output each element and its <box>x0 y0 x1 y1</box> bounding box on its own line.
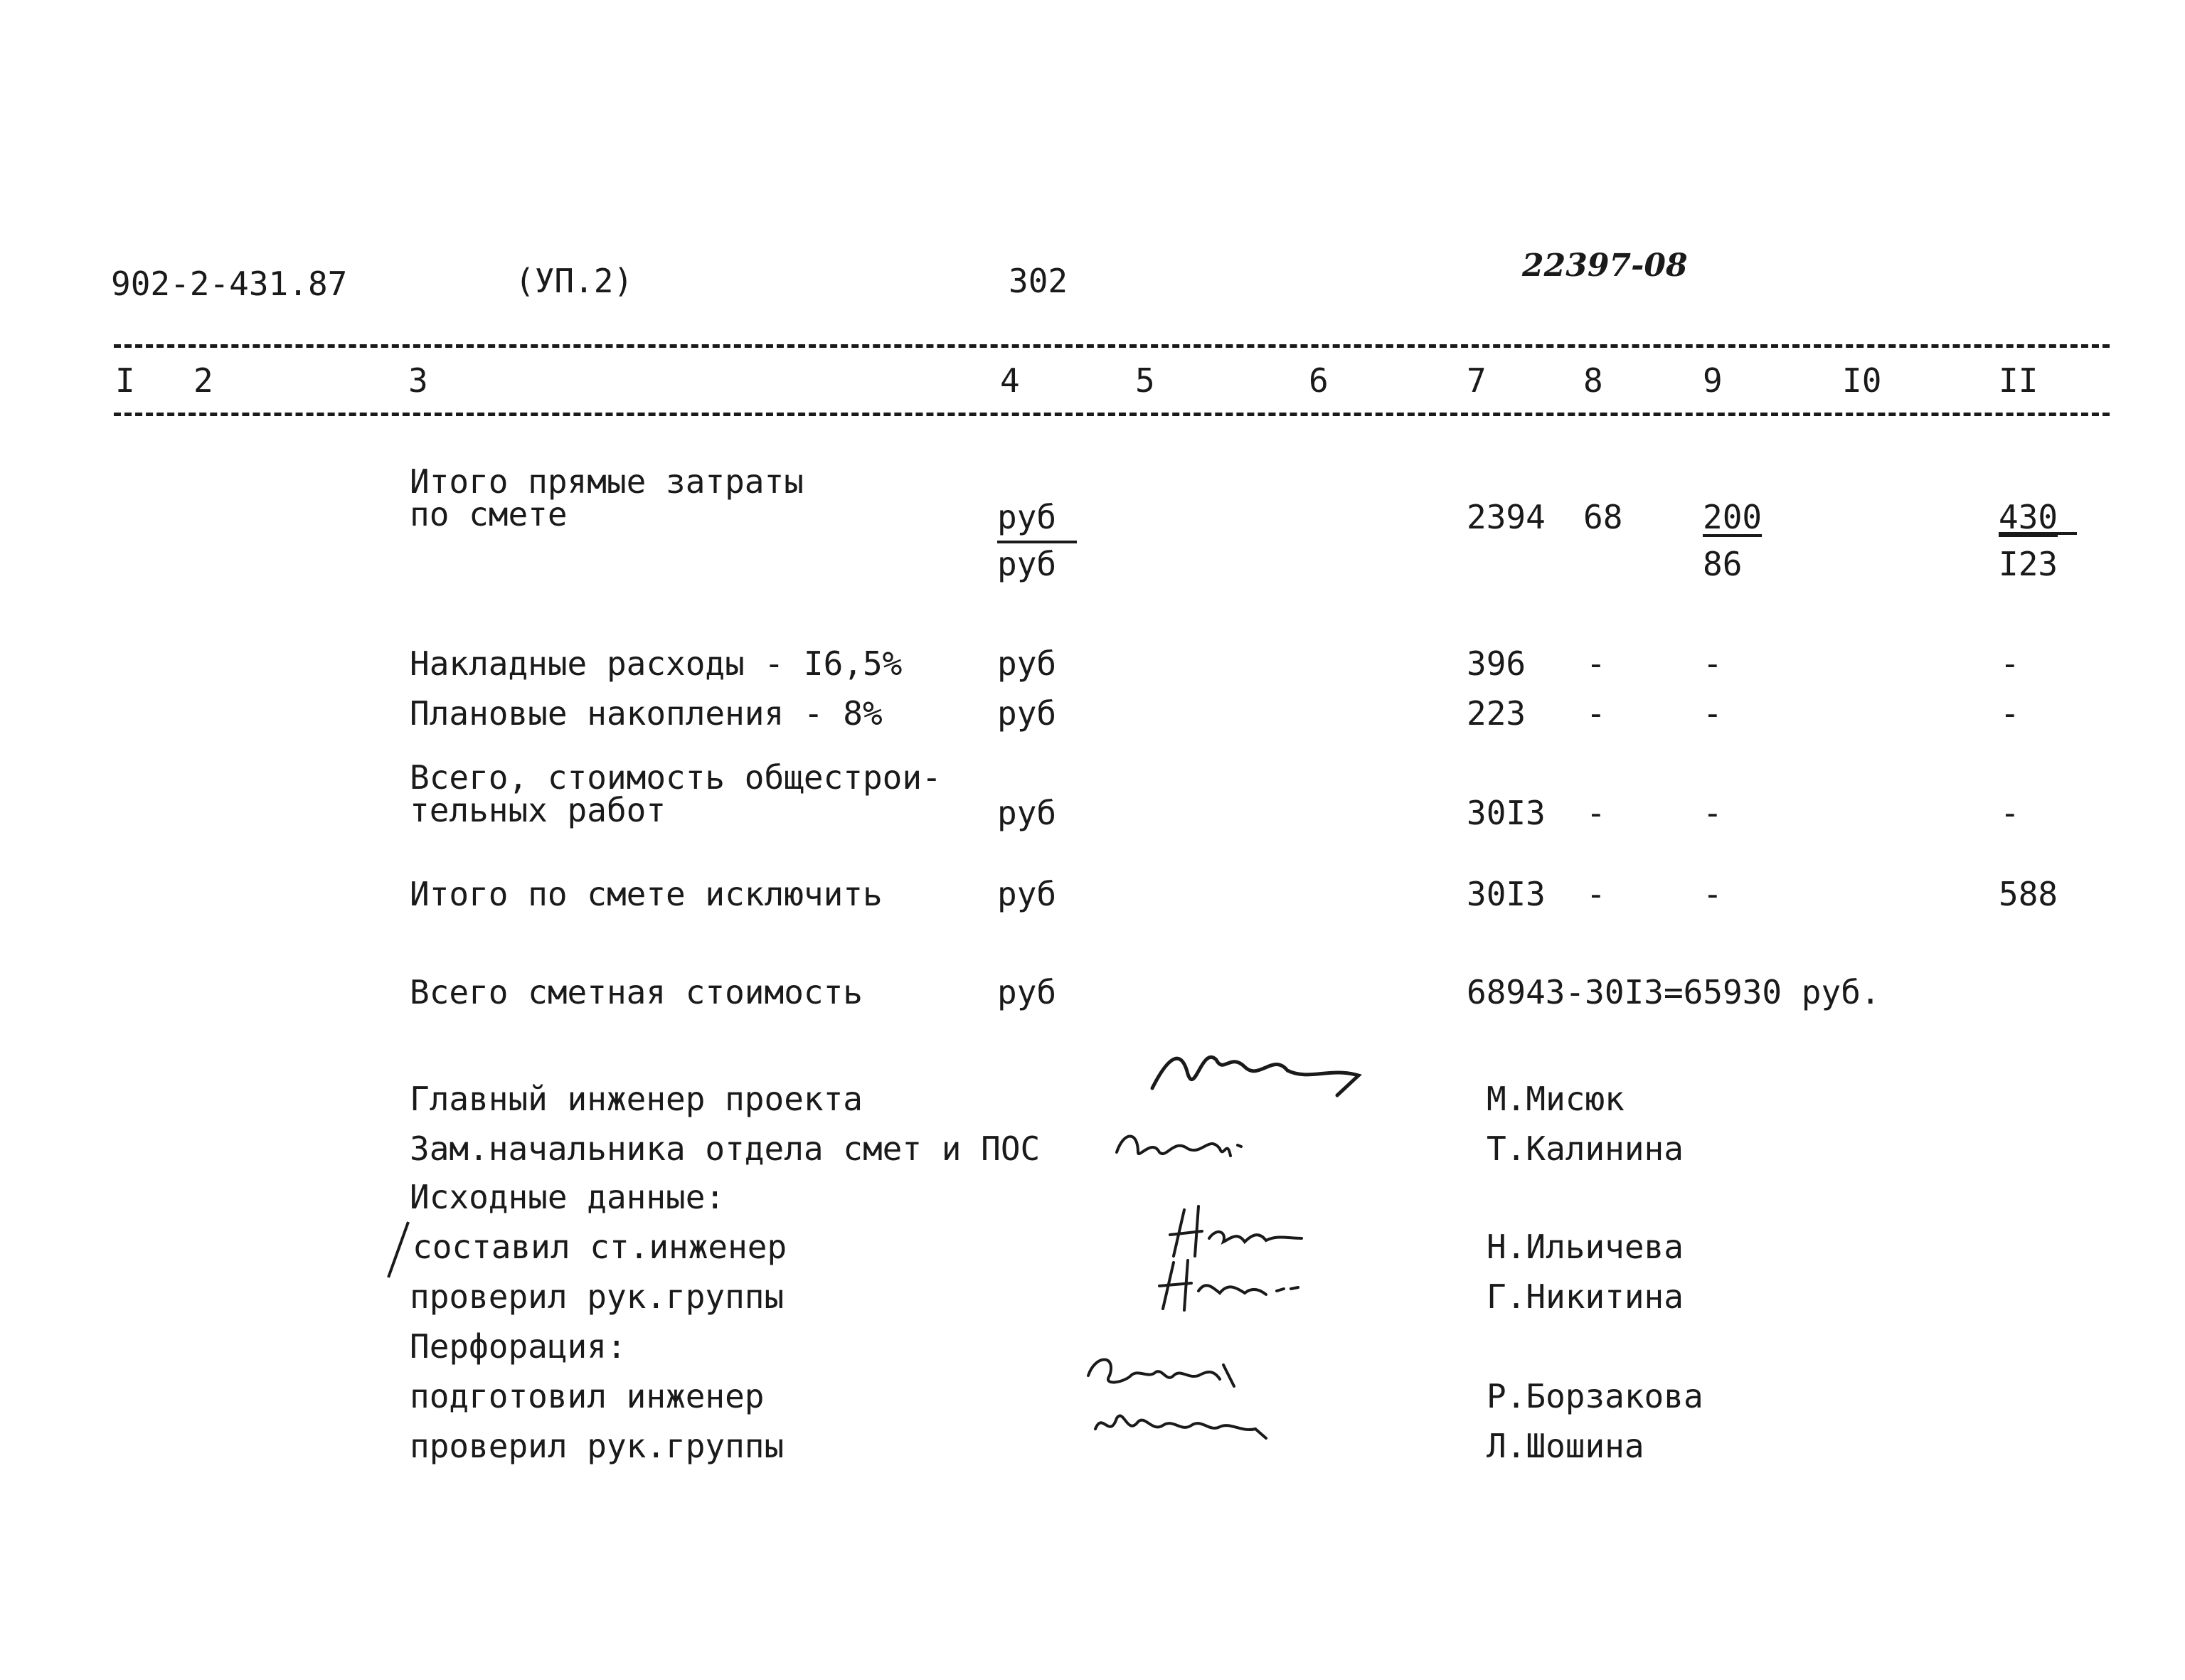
direct-costs-col9-bottom: 86 <box>1703 545 1743 583</box>
total-general-col9: - <box>1703 794 1723 832</box>
signature-name-checked-by-1: Г.Никитина <box>1487 1277 1684 1316</box>
signature-role-checked-by-2: проверил рук.группы <box>410 1427 785 1465</box>
overhead-col7: 396 <box>1467 644 1526 683</box>
direct-costs-col9-top: 200 <box>1703 498 1763 536</box>
column-header-4: 4 <box>1000 361 1020 400</box>
column-header-7: 7 <box>1467 361 1487 400</box>
total-general-unit: руб <box>997 794 1057 832</box>
exclude-label: Итого по смете исключить <box>410 875 883 913</box>
planned-unit: руб <box>997 694 1057 733</box>
column-header-2: 2 <box>193 361 213 400</box>
handwritten-signature-6 <box>1088 1397 1302 1447</box>
doc-code: 902-2-431.87 <box>111 265 348 303</box>
handwritten-signature-5 <box>1081 1347 1266 1397</box>
direct-costs-col8: 68 <box>1583 498 1623 536</box>
exclude-col7: 30I3 <box>1467 875 1546 913</box>
signature-name-checked-by-2: Л.Шошина <box>1487 1427 1644 1465</box>
column-header-10: I0 <box>1842 361 1882 400</box>
signature-name-compiled-by: Н.Ильичева <box>1487 1228 1684 1266</box>
direct-costs-col11-bar <box>1999 532 2077 535</box>
column-header-1: I <box>115 361 135 400</box>
estimate-total-label: Всего сметная стоимость <box>410 973 863 1011</box>
signature-name-chief-engineer: М.Мисюк <box>1487 1080 1625 1118</box>
direct-costs-col11-top: 430 <box>1999 498 2058 536</box>
estimate-total-formula: 68943-30I3=65930 руб. <box>1467 973 1881 1011</box>
overhead-col9: - <box>1703 644 1723 683</box>
planned-label: Плановые накопления - 8% <box>410 694 883 733</box>
overhead-label: Накладные расходы - I6,5% <box>410 644 903 683</box>
column-header-6: 6 <box>1309 361 1329 400</box>
column-header-3: 3 <box>408 361 428 400</box>
page-number: 302 <box>1009 262 1068 300</box>
column-header-11: II <box>1999 361 2038 400</box>
total-general-col11: - <box>2000 794 2020 832</box>
direct-costs-col7: 2394 <box>1467 498 1546 536</box>
estimate-total-unit: руб <box>997 973 1057 1011</box>
signature-role-compiled-by: составил ст.инженер <box>413 1228 787 1266</box>
table-bottom-rule <box>114 413 2110 416</box>
signature-name-deputy-head: Т.Калинина <box>1487 1129 1684 1168</box>
total-general-label-line1: Всего, стоимость общестрои- <box>410 758 942 797</box>
table-top-rule <box>114 344 2110 348</box>
column-header-9: 9 <box>1703 361 1723 400</box>
direct-costs-col11-bottom: I23 <box>1999 545 2058 583</box>
sheet-ref: (УП.2) <box>515 262 634 300</box>
signature-role-deputy-head: Зам.начальника отдела смет и ПОС <box>410 1129 1041 1168</box>
exclude-unit: руб <box>997 875 1057 913</box>
signature-role-prepared-by: подготовил инженер <box>410 1377 765 1415</box>
overhead-col11: - <box>2000 644 2020 683</box>
slash-mark <box>384 1218 413 1282</box>
column-header-8: 8 <box>1583 361 1603 400</box>
planned-col7: 223 <box>1467 694 1526 733</box>
planned-col8: - <box>1586 694 1606 733</box>
total-general-col8: - <box>1586 794 1606 832</box>
overhead-col8: - <box>1586 644 1606 683</box>
signature-role-checked-by-1: проверил рук.группы <box>410 1277 785 1316</box>
total-general-col7: 30I3 <box>1467 794 1546 832</box>
signature-role-chief-engineer: Главный инженер проекта <box>410 1080 863 1118</box>
direct-costs-label-line2: по смете <box>410 495 568 533</box>
total-general-label-line2: тельных работ <box>410 791 666 829</box>
signature-section-perforation: Перфорация: <box>410 1327 627 1366</box>
direct-costs-label-line1: Итого прямые затраты <box>410 462 804 501</box>
column-header-5: 5 <box>1135 361 1155 400</box>
handwritten-signature-1 <box>1145 1031 1373 1117</box>
direct-costs-unit-bottom: руб <box>997 545 1057 583</box>
planned-col9: - <box>1703 694 1723 733</box>
direct-costs-unit-top: руб <box>997 498 1057 536</box>
exclude-col9: - <box>1703 875 1723 913</box>
planned-col11: - <box>2000 694 2020 733</box>
inventory-number: 22397-08 <box>1522 248 1688 284</box>
direct-costs-fraction-bar <box>997 541 1077 543</box>
exclude-col11: 588 <box>1999 875 2058 913</box>
signature-section-source-data: Исходные данные: <box>410 1178 725 1216</box>
signature-name-prepared-by: Р.Борзакова <box>1487 1377 1703 1415</box>
handwritten-signature-4 <box>1145 1252 1316 1316</box>
exclude-col8: - <box>1586 875 1606 913</box>
handwritten-signature-2 <box>1110 1117 1266 1174</box>
overhead-unit: руб <box>997 644 1057 683</box>
